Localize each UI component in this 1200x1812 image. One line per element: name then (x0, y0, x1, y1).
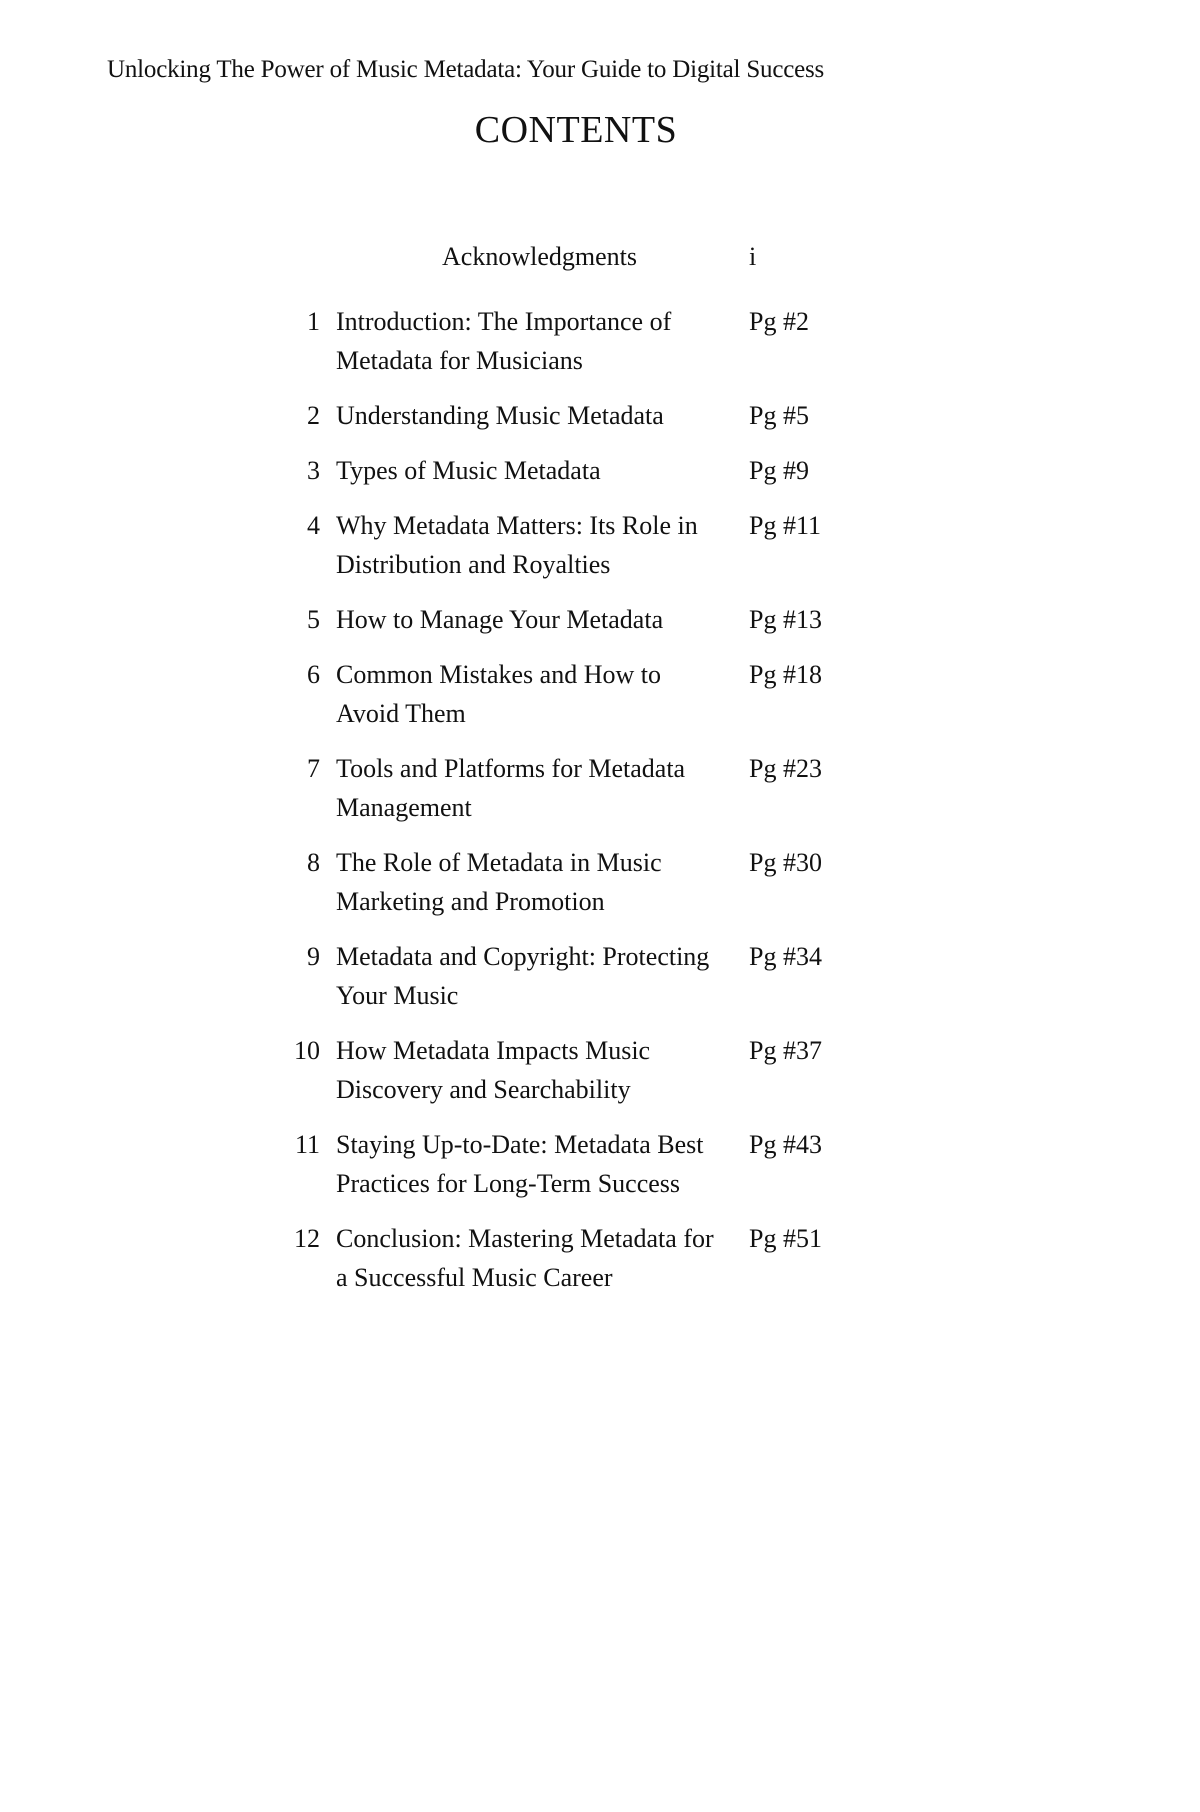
toc-entry-page: Pg #37 (749, 1036, 822, 1065)
page-title: CONTENTS (474, 109, 678, 151)
toc-entry-title: Metadata and Copyright: Protecting Your Music (336, 942, 710, 1010)
toc-entry-number: 6 (307, 660, 320, 689)
toc-entry-page: Pg #51 (749, 1224, 822, 1253)
toc-entry[interactable] (0, 655, 1200, 733)
toc-entry-title: Common Mistakes and How to Avoid Them (336, 660, 661, 728)
toc-entry-title: How to Manage Your Metadata (336, 605, 664, 634)
toc-entry-number: 1 (307, 307, 320, 336)
toc-entry[interactable] (0, 451, 1200, 490)
toc-entry-number: 5 (307, 605, 320, 634)
toc-entry-page: Pg #43 (749, 1130, 822, 1159)
toc-entry-page: Pg #9 (749, 456, 809, 485)
toc-entry[interactable] (0, 396, 1200, 435)
toc-acknowledgments-row[interactable] (0, 242, 1200, 282)
toc-entry[interactable] (0, 843, 1200, 921)
toc-entry-title: Tools and Platforms for Metadata Management (336, 754, 686, 822)
toc-entry-title: The Role of Metadata in Music Marketing and Promotion (336, 848, 662, 916)
toc-entry[interactable] (0, 1031, 1200, 1109)
toc-entry[interactable] (0, 506, 1200, 584)
toc-entry-number: 2 (307, 401, 320, 430)
toc-entry-page: Pg #34 (749, 942, 822, 971)
toc-entry-number: 3 (307, 456, 320, 485)
toc-entry-title: Staying Up-to-Date: Metadata Best Practices for Long-Term Success (336, 1130, 704, 1198)
toc-entry-title: Types of Music Metadata (336, 456, 601, 485)
toc-entry-number: 9 (307, 942, 320, 971)
toc-entry[interactable] (0, 1125, 1200, 1203)
toc-entry-page: Pg #5 (749, 401, 809, 430)
toc-entry-number: 8 (307, 848, 320, 877)
toc-entry-number: 4 (307, 511, 320, 540)
toc-entry-page: Pg #13 (749, 605, 822, 634)
toc-entry-page: Pg #30 (749, 848, 822, 877)
toc-acknowledgments-label: Acknowledgments (442, 242, 637, 271)
toc-entry-number: 12 (294, 1224, 320, 1253)
toc-entry-title: Introduction: The Importance of Metadata for Musicians (336, 307, 672, 375)
toc-entry-number: 7 (307, 754, 320, 783)
toc-acknowledgments-page: i (749, 242, 757, 271)
table-of-contents (0, 302, 1200, 1313)
toc-entry[interactable] (0, 937, 1200, 1015)
toc-entry-number: 11 (294, 1130, 320, 1159)
toc-entry[interactable] (0, 302, 1200, 380)
toc-entry-page: Pg #18 (749, 660, 822, 689)
running-header: Unlocking The Power of Music Metadata: Your Guide to Digital Success (107, 56, 825, 83)
toc-entry-title: Understanding Music Metadata (336, 401, 664, 430)
toc-entry-title: How Metadata Impacts Music Discovery and Searchability (336, 1036, 651, 1104)
toc-entry-title: Why Metadata Matters: Its Role in Distribution and Royalties (336, 511, 698, 579)
toc-entry[interactable] (0, 749, 1200, 827)
toc-entry-page: Pg #11 (749, 511, 821, 540)
toc-entry-page: Pg #2 (749, 307, 809, 336)
toc-entry-page: Pg #23 (749, 754, 822, 783)
toc-entry[interactable] (0, 600, 1200, 639)
toc-entry-number: 10 (294, 1036, 320, 1065)
toc-entry[interactable] (0, 1219, 1200, 1297)
toc-entry-title: Conclusion: Mastering Metadata for a Successful Music Career (336, 1224, 714, 1292)
